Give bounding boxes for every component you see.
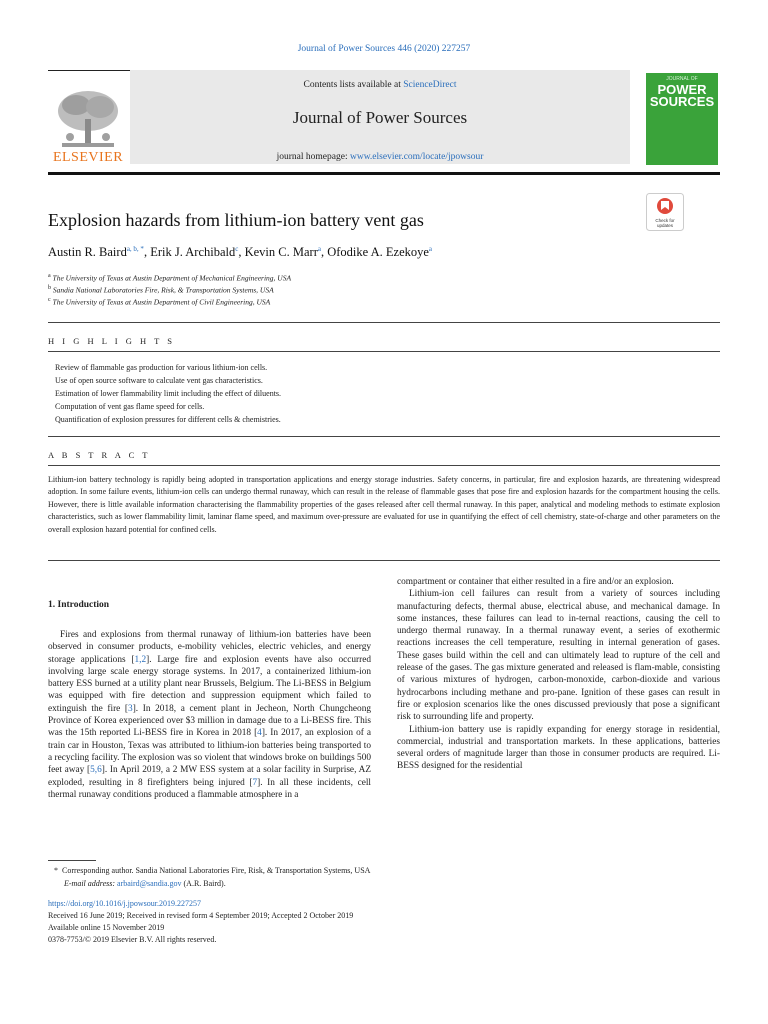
body-paragraph: Lithium-ion battery use is rapidly expanding for energy storage in residential, commercial, industrial and transportation markets. In these applications, batteries several orders of magnitude larger than those in consumer products are required. Li-BESS designed for the residential bbox=[397, 724, 720, 772]
copyright-line: 0378-7753/© 2019 Elsevier B.V. All rights reserved. bbox=[48, 935, 217, 944]
svg-text:Check for: Check for bbox=[655, 218, 675, 223]
author-list: Austin R. Baird$^{a, b, *}$, Erik J. Archibald$^c$, Kevin C. Marr$^a$, Ofodike A. Ezekoye$^a$ bbox=[48, 245, 433, 260]
author-name[interactable]: Ofodike A. Ezekoye bbox=[327, 245, 429, 260]
introduction-heading: 1. Introduction bbox=[48, 600, 110, 610]
check-for-updates-badge[interactable] bbox=[646, 193, 684, 231]
received-dates: Received 16 June 2019; Received in revised form 4 September 2019; Accepted 2 October 2019 bbox=[48, 911, 354, 920]
body-paragraph: Fires and explosions from thermal runaway of lithium-ion batteries have been observed in consumer products, e-mobility vehicles, electric vehicles, and energy storage applications [1,2]. Large fire and explosion events have also occurred involving large scale energy storage systems. In 2017, a containerized lithium-ion battery ESS burned at a utility plant near Brussels, Belgium. The Li-BESS in Belgium was equipped with fire detection and suppression equipment which failed to extinguish the fire [3]. In 2018, a cement plant in Jecheon, North Chungcheong Province of Korea experienced over $3 million in damage due to a Li-BESS fire. This was the 15th reported Li-BESS fire in Korea in 2018 [4]. In 2017, an explosion of a train car in Houston, Texas was attributed to lithium-ion batteries being transported to a recycling facility. The explosion was so violent that windows broke on buildings 500 feet away [5,6]. In April 2019, a 2 MW ESS system at a solar facility in Surprise, AZ exploded, resulting in 8 firefighters being injured [7]. In all these incidents, cell thermal runaway conditions produced a flammable atmosphere in a bbox=[48, 630, 372, 800]
author-affil-mark[interactable]: a bbox=[317, 245, 321, 253]
highlights-heading: H I G H L I G H T S bbox=[48, 336, 175, 346]
section-divider bbox=[48, 322, 720, 323]
citation-link[interactable]: 5,6 bbox=[90, 765, 102, 776]
journal-homepage-line: journal homepage: www.elsevier.com/locate/jpowsour bbox=[276, 152, 484, 162]
abstract-body: Lithium-ion battery technology is rapidly being adopted in transportation applications and energy storage industries. Safety concerns, in particular, fire and explosion hazards, are threatening widespread adoption. In some failure events, lithium-ion cells can undergo thermal runaway, which can result in the release of flammable gases that pose fire and explosion hazards for the compartment housing the cells. However, there is little available information characterising the flammability properties of the gases released after cell thermal runaway. In this paper, analytical and modeling methods to estimate explosion characteristics, such as lower flammability limit, laminar flame speed, and maximum over-pressure are evaluated for use in quantifying the effect of cell chemistry, state-of-charge and other parameters on the overall explosion hazard potential for confined cells. bbox=[48, 475, 720, 534]
header-bottom-rule bbox=[48, 172, 720, 175]
author-name[interactable]: Austin R. Baird bbox=[48, 245, 127, 260]
right-column bbox=[397, 576, 720, 773]
cover-title: POWER SOURCES bbox=[649, 82, 715, 109]
contents-available-line: Contents lists available at ScienceDirect bbox=[303, 80, 457, 90]
author-affil-mark[interactable]: a, b, * bbox=[126, 245, 144, 253]
abstract-heading: A B S T R A C T bbox=[48, 450, 151, 460]
doi-link[interactable]: https://doi.org/10.1016/j.jpowsour.2019.227257 bbox=[48, 899, 201, 908]
body-paragraph: Lithium-ion cell failures can result from a variety of sources including manufacturing defects, thermal abuse, electrical abuse, and mechanical damage. In some instances, these failures can lead to in-ternal reactions, causing the cell to undergo thermal runaway. In a thermal runaway event, a series of exothermic reactions increases the cell temperature, resulting in internal generation of gases. These gases build within the cell and can ultimately lead to rupture of the cell and release of the gases. The gas mixture generated and released is flam-mable, consisting of various mixtures of hydrogen, carbon-monoxide, carbon-dioxide and various hydrocarbons including methane and pro-pane. Ignition of these gases can result in fire or explosion scenarios like the ones discussed previously that pose a significant risk to surrounding life and property. bbox=[397, 589, 720, 723]
affiliation: $^c$ The University of Texas at Austin Department of Civil Engineering, USA bbox=[48, 297, 271, 307]
available-online: Available online 15 November 2019 bbox=[48, 923, 165, 932]
affiliation: $^a$ The University of Texas at Austin Department of Mechanical Engineering, USA bbox=[48, 273, 292, 283]
email-line: E-mail address: arbaird@sandia.gov (A.R. Baird). bbox=[64, 879, 226, 888]
author-affil-mark[interactable]: c bbox=[235, 245, 239, 253]
section-divider bbox=[48, 560, 720, 561]
section-divider bbox=[48, 465, 720, 466]
journal-title: Journal of Power Sources bbox=[292, 108, 468, 127]
citation-link[interactable]: 7 bbox=[252, 777, 258, 788]
svg-text:updates: updates bbox=[656, 223, 674, 228]
email-link[interactable]: arbaird@sandia.gov bbox=[117, 879, 182, 888]
body-paragraph: compartment or container that either resulted in a fire and/or an explosion. bbox=[397, 577, 674, 587]
paper-title: Explosion hazards from lithium-ion battery vent gas bbox=[48, 210, 424, 230]
left-column bbox=[48, 629, 371, 801]
elsevier-wordmark: ELSEVIER bbox=[52, 150, 124, 165]
highlight-item: Quantification of explosion pressures for different cells & chemistries. bbox=[55, 415, 281, 424]
highlight-item: Computation of vent gas flame speed for cells. bbox=[55, 402, 205, 411]
highlight-item: Review of flammable gas production for various lithium-ion cells. bbox=[55, 363, 268, 372]
sciencedirect-link[interactable]: ScienceDirect bbox=[403, 80, 457, 90]
section-divider bbox=[48, 436, 720, 437]
citation-link[interactable]: 4 bbox=[257, 728, 262, 739]
affiliation: $^b$ Sandia National Laboratories Fire, Risk, & Transportation Systems, USA bbox=[48, 285, 274, 295]
journal-reference[interactable]: Journal of Power Sources 446 (2020) 227257 bbox=[297, 44, 471, 54]
highlight-item: Estimation of lower flammability limit including the effect of diluents. bbox=[55, 389, 282, 398]
citation-link[interactable]: 3 bbox=[128, 703, 133, 714]
author-name[interactable]: Erik J. Archibald bbox=[150, 245, 236, 260]
highlight-item: Use of open source software to calculate vent gas characteristics. bbox=[55, 376, 263, 385]
author-name[interactable]: Kevin C. Marr bbox=[244, 245, 318, 260]
citation-link[interactable]: 1,2 bbox=[134, 654, 147, 665]
journal-homepage-link[interactable]: www.elsevier.com/locate/jpowsour bbox=[349, 152, 484, 162]
cover-small-text: JOURNAL OF bbox=[666, 76, 698, 82]
corresponding-author-note: * Corresponding author. Sandia National Laboratories Fire, Risk, & Transportation Systems, USA bbox=[54, 866, 371, 875]
author-affil-mark[interactable]: a bbox=[428, 245, 433, 253]
footnote-rule bbox=[48, 860, 96, 861]
section-divider bbox=[48, 351, 720, 352]
